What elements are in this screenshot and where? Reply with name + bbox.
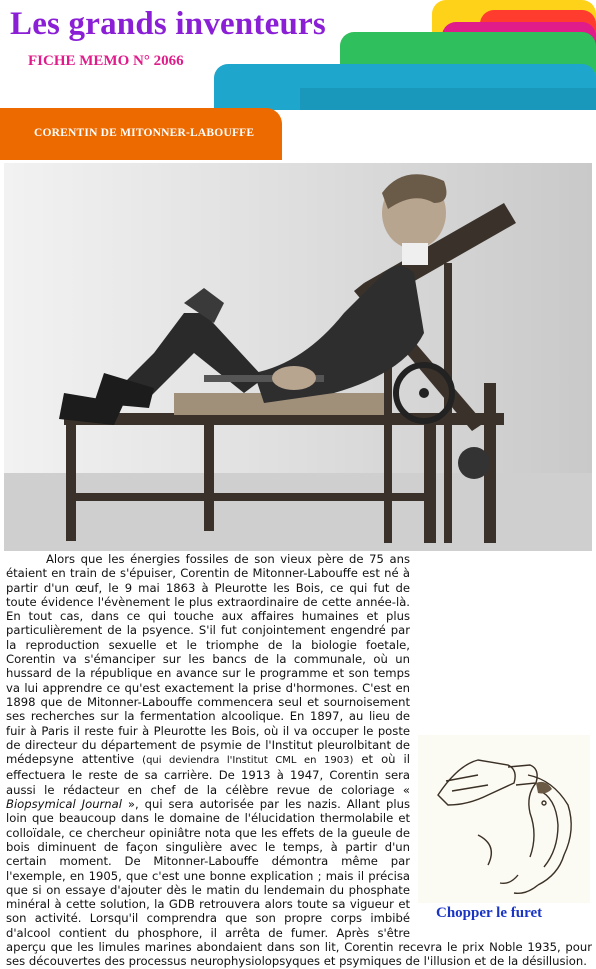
page-title: Les grands inventeurs xyxy=(10,6,326,42)
paragraph-part-1: Alors que les énergies fossiles de son vieux père de 75 ans étaient en train de s'épuiser, Corentin de Mitonner-Labouffe est né à partir d'un œuf, le 9 mai 1863 à Pleurotte les Bois, ce qui fut de toute évidence l'évènement le plus extraordinaire de cette année-là. En tout cas, dans ce qui touche aux affaires humaines et plus particulièrement de la psyence. S'il fut conjointement engendré par la reproduction sexuelle et le triomphe de la biologie foetale, Corentin va s'émanciper sur les bancs de la communale, où un hussard de la république en avance sur le programme et son temps va lui apprendre ce qu'est exactement la prise d'hormones. C'est en 1898 que de Mitonner-Labouffe commencera seul et sournoisement ses recherches sur la fermentation alcoolique. En 1897, au lieu de fuir à Paris il reste fuir à Pleurotte les Bois, où il va occuper le poste de directeur du département de psymie de l'Institut pleurolbitant de médepsyne attentive xyxy=(6,552,410,767)
photo-illustration xyxy=(4,163,592,551)
ferret-drawing xyxy=(418,735,590,903)
inventor-photo xyxy=(4,163,592,551)
header xyxy=(0,0,596,162)
institute-note: (qui deviendra l'Institut CML en 1903) xyxy=(142,755,354,767)
illustration-caption: Chopper le furet xyxy=(436,905,543,921)
paragraph-part-3: », qui sera autorisée par les nazis. Allant plus loin que beaucoup dans le domaine de l'élucidation thermolabile et colloïdale, ce chercheur opiniâtre nota que les effets de la gueule de bois diminuent de façon singulière avec le temps, à partir d'un certain moment. De Mitonner-Labouffe démontra même par l'exemple, en 1905, que c'est une bonne explication ; mais il précisa que si on essaye d'ajouter dès le matin du lendemain du phosphate minéral à cette solution, la GDB retrouvera alors toute sa vigueur et son activité. Lorsqu'il comprendra que son propre corps imbibé d'alcool contient du phosphore, il arrêta de fumer. Après s'être aperçu que les limules marines abondaient dans son lit, Corentin recevra le prix Noble 1935, pour ses découvertes des processus neurophysiolopsyques et psymiques de l'illusion et de la désillusion. xyxy=(6,797,592,969)
journal-name: Biopsymical Journal xyxy=(6,797,122,812)
inventor-name: CORENTIN DE MITONNER-LABOUFFE xyxy=(34,127,255,139)
ferret-sketch xyxy=(418,735,590,903)
paragraph-part-2: et où il effectuera le reste de sa carrière. De 1913 à 1947, Corentin sera aussi le rédacteur en chef de la célèbre revue de coloriage « xyxy=(6,752,410,797)
memo-number: FICHE MEMO N° 2066 xyxy=(28,53,184,69)
teal-strip xyxy=(300,88,596,110)
